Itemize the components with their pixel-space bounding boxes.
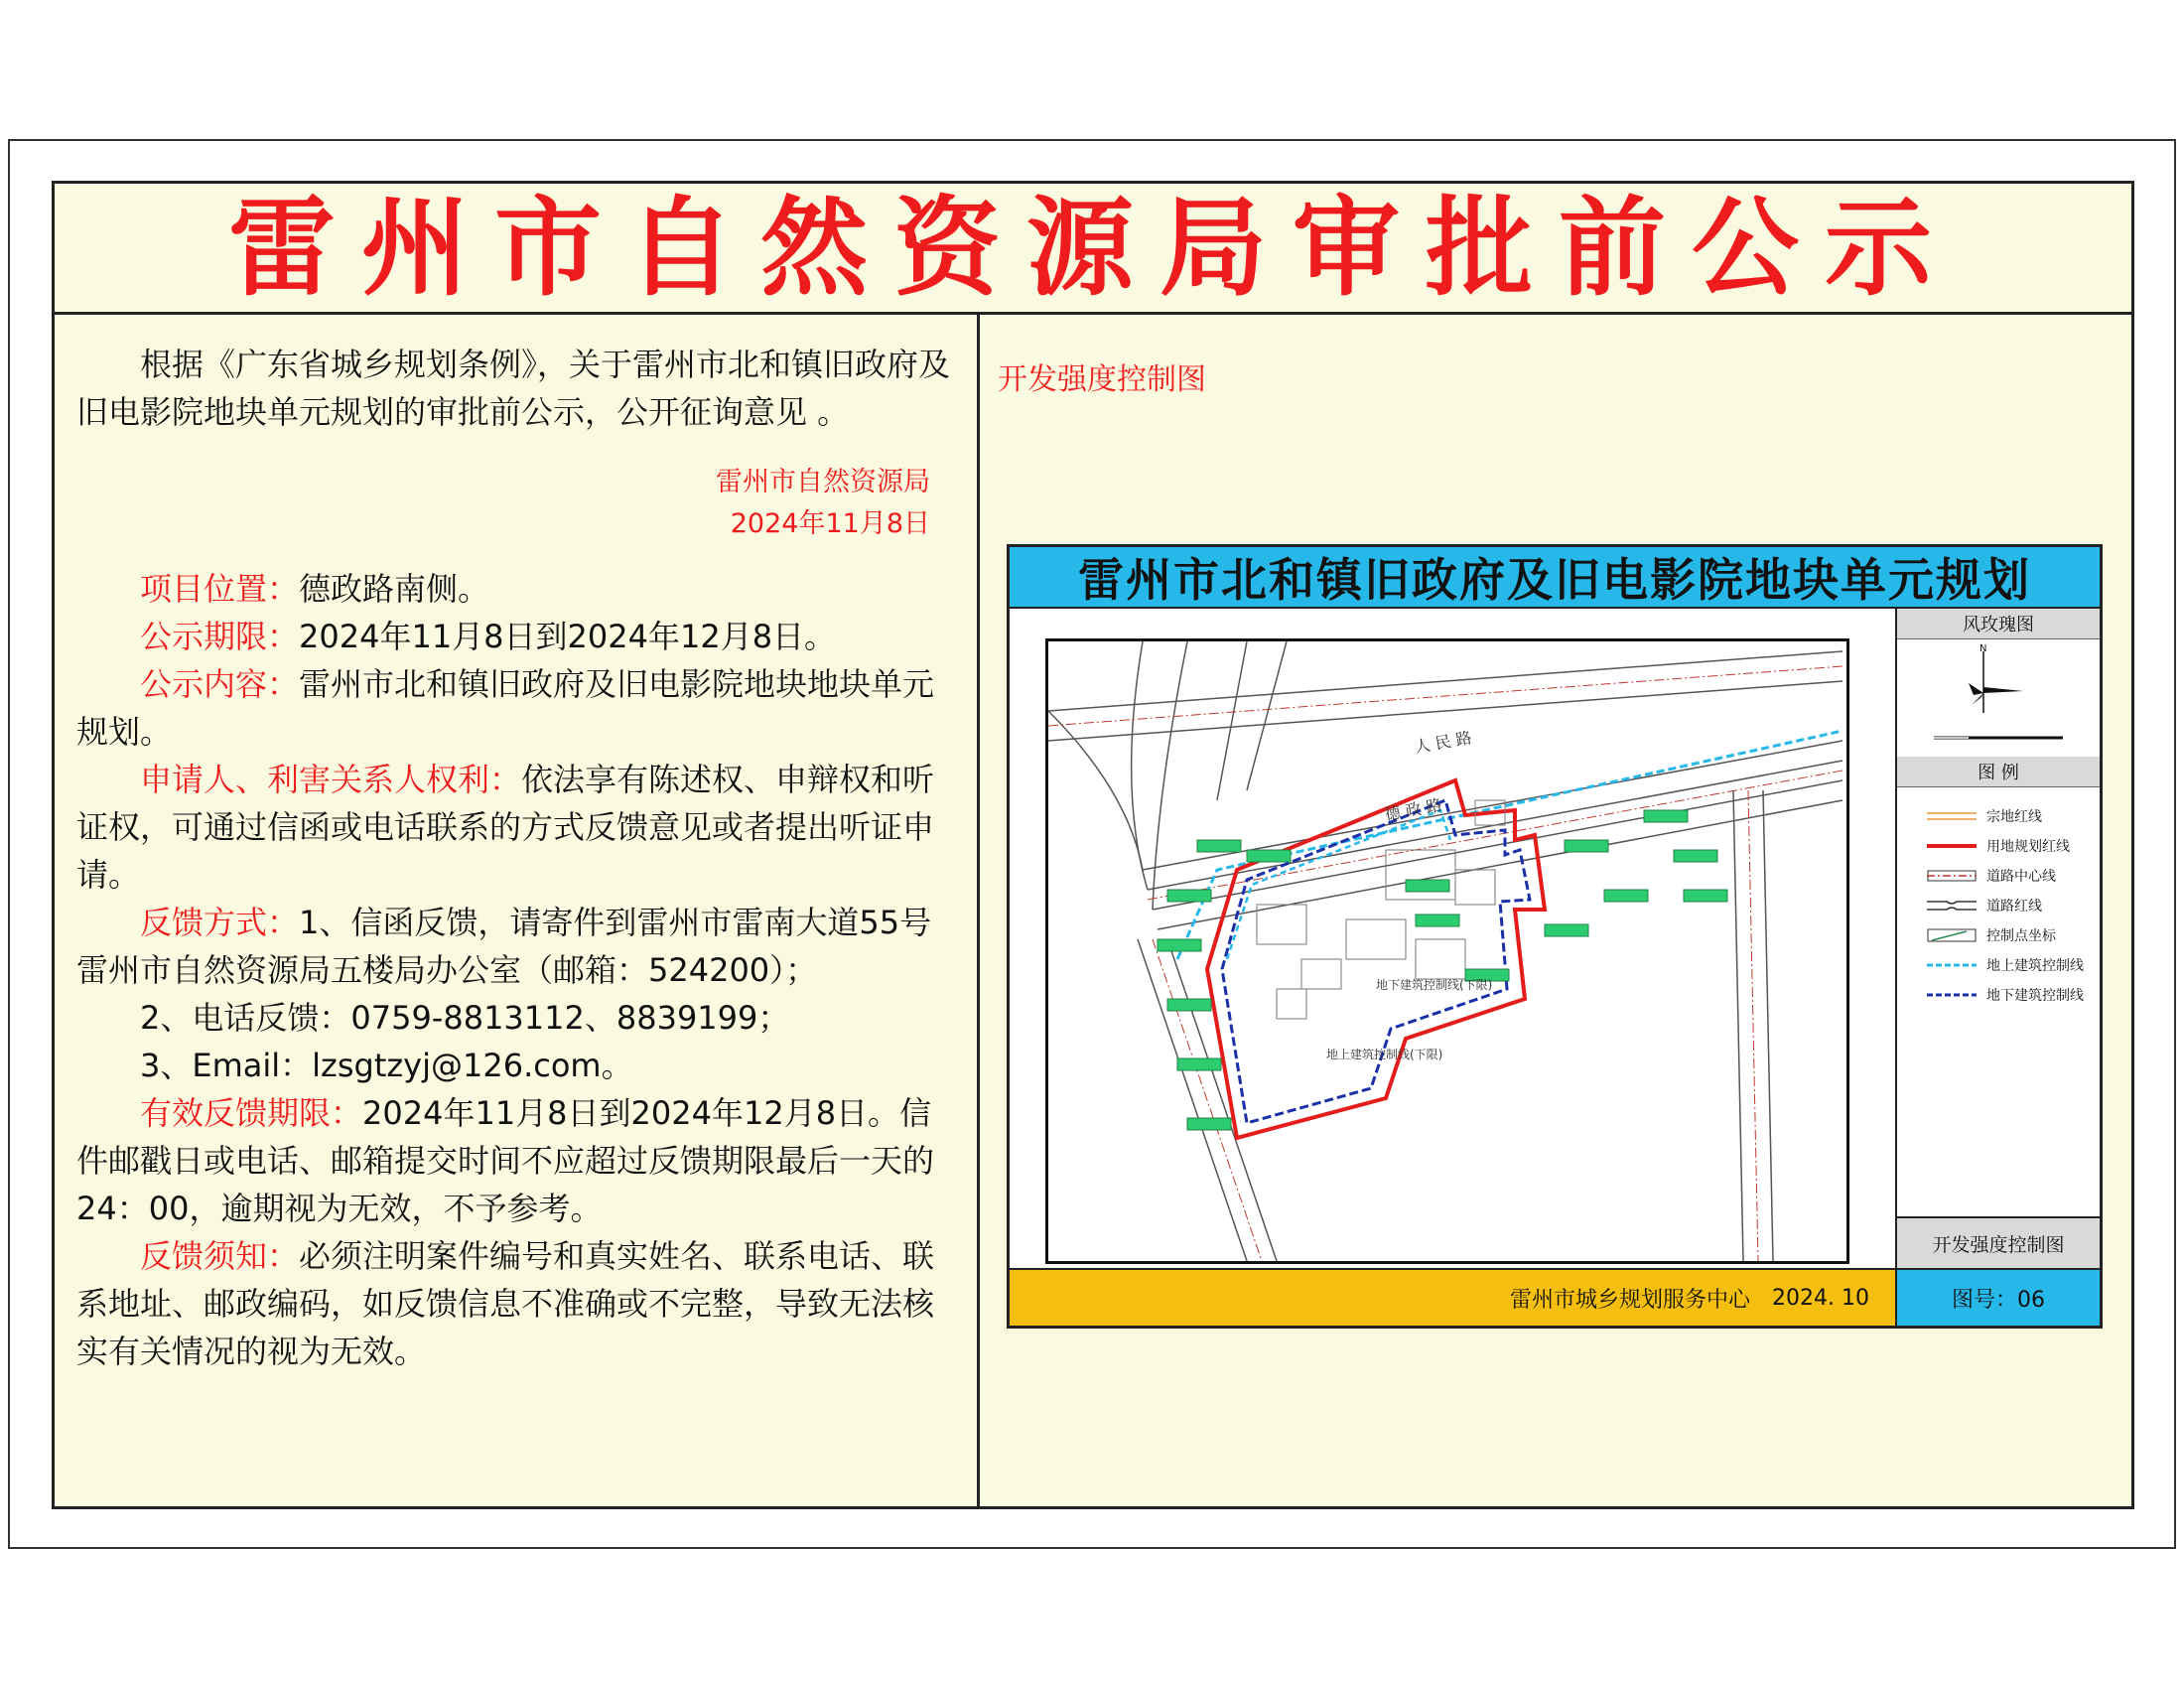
item-label: 公示内容： — [140, 665, 300, 703]
legend-text: 用地规划红线 — [1986, 839, 2070, 855]
item-text: 2024年11月8日到2024年12月8日。 — [299, 618, 837, 655]
notice-text — [76, 341, 960, 1375]
item-text: 德政路南侧。 — [299, 570, 490, 608]
item-notice — [76, 1232, 960, 1375]
item-rights — [76, 756, 960, 899]
item-period — [76, 613, 960, 660]
planning-red-line-icon — [1927, 839, 1977, 853]
page-title: 雷州市自然资源局审批前公示 — [227, 185, 1958, 311]
site-map-svg — [1048, 641, 1846, 1261]
feedback-phone: 2、电话反馈：0759-8813112、8839199； — [140, 999, 790, 1037]
signature-org: 雷州市自然资源局 — [716, 467, 930, 497]
right-heading: 开发强度控制图 — [998, 362, 1206, 397]
feedback-email: 3、Email：lzsgtzyj@126.com。 — [140, 1047, 633, 1084]
legend-label: 图 例 — [1897, 757, 2100, 787]
above-ground-line-icon — [1927, 958, 1977, 972]
underground-label: 地下建筑控制线(下限) — [1376, 978, 1493, 992]
item-label: 项目位置： — [140, 570, 300, 608]
item-text: 必须注明案件编号和真实姓名、联系电话、联系地址、邮政编码，如反馈信息不准确或不完整，导致无法核实有关情况的视为无效。 — [76, 1237, 935, 1370]
item-label: 申请人、利害关系人权利： — [140, 761, 522, 798]
item-label: 有效反馈期限： — [140, 1094, 363, 1132]
signature-block — [76, 462, 960, 545]
item-text: 雷州市北和镇旧政府及旧电影院地块地块单元规划。 — [76, 665, 935, 751]
item-valid-period — [76, 1089, 960, 1232]
legend-text: 地上建筑控制线 — [1986, 958, 2084, 974]
legend-text: 宗地红线 — [1986, 809, 2042, 825]
underground-line-icon — [1927, 988, 1977, 1002]
parcel-line-icon — [1927, 809, 1977, 823]
item-text: 依法享有陈述权、申辩权和听证权，可通过信函或电话联系的方式反馈意见或者提出听证申请。 — [76, 761, 935, 894]
svg-text:N: N — [1979, 643, 1987, 654]
legend-row — [1897, 980, 2100, 1010]
legend-row — [1897, 861, 2100, 891]
item-label: 反馈方式： — [140, 904, 300, 941]
item-label: 公示期限： — [140, 618, 300, 655]
item-text: 1、信函反馈，请寄件到雷州市雷南大道55号雷州市自然资源局五楼局办公室（邮箱：524200）； — [76, 904, 932, 989]
item-location — [76, 565, 960, 613]
drawing-sidebar — [1895, 609, 2100, 1268]
legend-row — [1897, 920, 2100, 950]
footer-date: 2024. 10 — [1772, 1285, 1869, 1311]
site-map — [1045, 638, 1849, 1264]
legend-text: 地下建筑控制线 — [1986, 988, 2084, 1004]
signature-date: 2024年11月8日 — [730, 508, 930, 539]
road-red-line-icon — [1927, 899, 1977, 913]
wind-rose-label: 风玫瑰图 — [1897, 609, 2100, 639]
road-centerline-icon — [1927, 869, 1977, 883]
column-divider — [977, 315, 980, 1506]
figure-number: 图号：06 — [1895, 1268, 2100, 1326]
footer-org: 雷州市城乡规划服务中心 — [1510, 1287, 1751, 1313]
legend-row — [1897, 831, 2100, 861]
title-band — [55, 184, 2131, 315]
item-feedback-method — [76, 899, 960, 994]
sidebar-bottom-label: 开发强度控制图 — [1897, 1216, 2100, 1268]
item-label: 反馈须知： — [140, 1237, 300, 1275]
legend-row — [1897, 950, 2100, 980]
planning-drawing — [1007, 544, 2103, 1329]
legend-row — [1897, 801, 2100, 831]
legend-text: 道路红线 — [1986, 899, 2042, 914]
road-label-renmin: 人 民 路 — [1413, 728, 1473, 757]
legend-row — [1897, 891, 2100, 920]
legend-text: 控制点坐标 — [1986, 928, 2056, 944]
aboveground-label: 地上建筑控制线(下限) — [1326, 1048, 1443, 1061]
road-label-dezheng: 德 政 路 — [1383, 795, 1443, 824]
control-point-icon — [1927, 928, 1977, 942]
wind-rose — [1897, 639, 2100, 757]
intro-paragraph: 根据《广东省城乡规划条例》，关于雷州市北和镇旧政府及旧电影院地块单元规划的审批前公示，公开征询意见 。 — [76, 346, 951, 431]
legend-text: 道路中心线 — [1986, 869, 2056, 885]
item-text: 2024年11月8日到2024年12月8日。信件邮戳日或电话、邮箱提交时间不应超过反馈期限最后一天的24：00，逾期视为无效，不予参考。 — [76, 1094, 935, 1227]
drawing-footer — [1010, 1268, 1895, 1326]
compass-icon — [1924, 643, 2073, 753]
drawing-title: 雷州市北和镇旧政府及旧电影院地块单元规划 — [1010, 547, 2100, 609]
item-content — [76, 660, 960, 756]
